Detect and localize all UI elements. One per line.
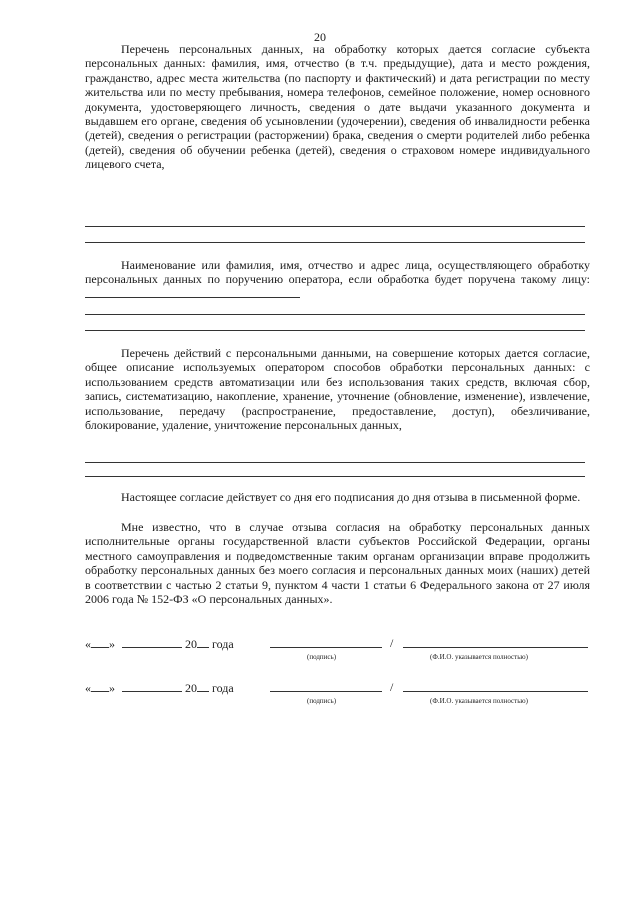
actions-paragraph: Перечень действий с персональными данными, на совершение которых дается согласие, общее описание используемых оператором способов обработки персональных данных: с использованием средств автоматизации или без использования таких средств, включая сбор, запись, систематизацию, накопление, хранение, уточнение (обновление, изменение), извлечение, использование, передачу (распространение, предоставление, доступ), обезличивание, блокирование, удаление, уничтожение персональных данных, xyxy=(85,346,590,433)
slash-separator: / xyxy=(390,636,394,650)
fill-line[interactable] xyxy=(85,226,585,227)
signature-caption: (подпись) xyxy=(307,653,337,661)
date-field[interactable]: « » 20 года xyxy=(85,637,234,651)
year-blank[interactable] xyxy=(197,680,209,692)
full-name-caption: (Ф.И.О. указывается полностью) xyxy=(430,653,528,661)
operator-inline-blank[interactable] xyxy=(85,287,300,298)
fill-line[interactable] xyxy=(85,476,585,477)
slash-separator: / xyxy=(390,680,394,694)
fill-line[interactable] xyxy=(85,314,585,315)
signature-blank[interactable] xyxy=(270,636,382,648)
fill-line[interactable] xyxy=(85,462,585,463)
day-blank[interactable] xyxy=(91,636,109,648)
fill-line[interactable] xyxy=(85,242,585,243)
signature-row xyxy=(85,636,590,666)
full-name-blank[interactable] xyxy=(403,680,588,692)
personal-data-paragraph: Перечень персональных данных, на обработку которых дается согласие субъекта персональных данных: фамилия, имя, отчество (в т.ч. предыдущие), дата и место рождения, гражданство, адрес места жительства (по паспорту и фактический) и дата регистрации по месту жительства или по месту пребывания, номера телефонов, семейное положение, номер основного документа, удостоверяющего личность, сведения о дате выдачи указанного документа и выдавшем его органе, сведения об усыновлении (удочерении), сведения об инвалидности ребенка (детей), сведения о регистрации (расторжении) брака, сведения о смерти родителей либо ребенка (детей), сведения об обучении ребенка (детей), сведения о страховом номере индивидуального лицевого счета, xyxy=(85,42,590,172)
signature-caption: (подпись) xyxy=(307,697,337,705)
validity-paragraph: Настоящее согласие действует со дня его подписания до дня отзыва в письменной форме. xyxy=(121,490,581,504)
operator-person-paragraph: Наименование или фамилия, имя, отчество и адрес лица, осуществляющего обработку персональных данных по поручению оператора, если обработка будет поручена такому лицу: xyxy=(85,258,590,301)
year-blank[interactable] xyxy=(197,636,209,648)
fill-line[interactable] xyxy=(85,330,585,331)
month-blank[interactable] xyxy=(122,680,182,692)
date-field[interactable]: « » 20 года xyxy=(85,681,234,695)
page-number: 20 xyxy=(314,30,326,44)
full-name-blank[interactable] xyxy=(403,636,588,648)
signature-blank[interactable] xyxy=(270,680,382,692)
day-blank[interactable] xyxy=(91,680,109,692)
month-blank[interactable] xyxy=(122,636,182,648)
awareness-paragraph: Мне известно, что в случае отзыва согласия на обработку персональных данных исполнительные органы государственной власти субъектов Российской Федерации, органы местного самоуправления и подведомственные таким органам организации вправе продолжить обработку персональных данных без моего согласия и персональных данных моих (наших) детей в соответствии с частью 2 статьи 9, пунктом 4 части 1 статьи 6 Федерального закона от 27 июля 2006 года № 152-ФЗ «О персональных данных». xyxy=(85,520,590,607)
signature-row xyxy=(85,680,590,710)
full-name-caption: (Ф.И.О. указывается полностью) xyxy=(430,697,528,705)
